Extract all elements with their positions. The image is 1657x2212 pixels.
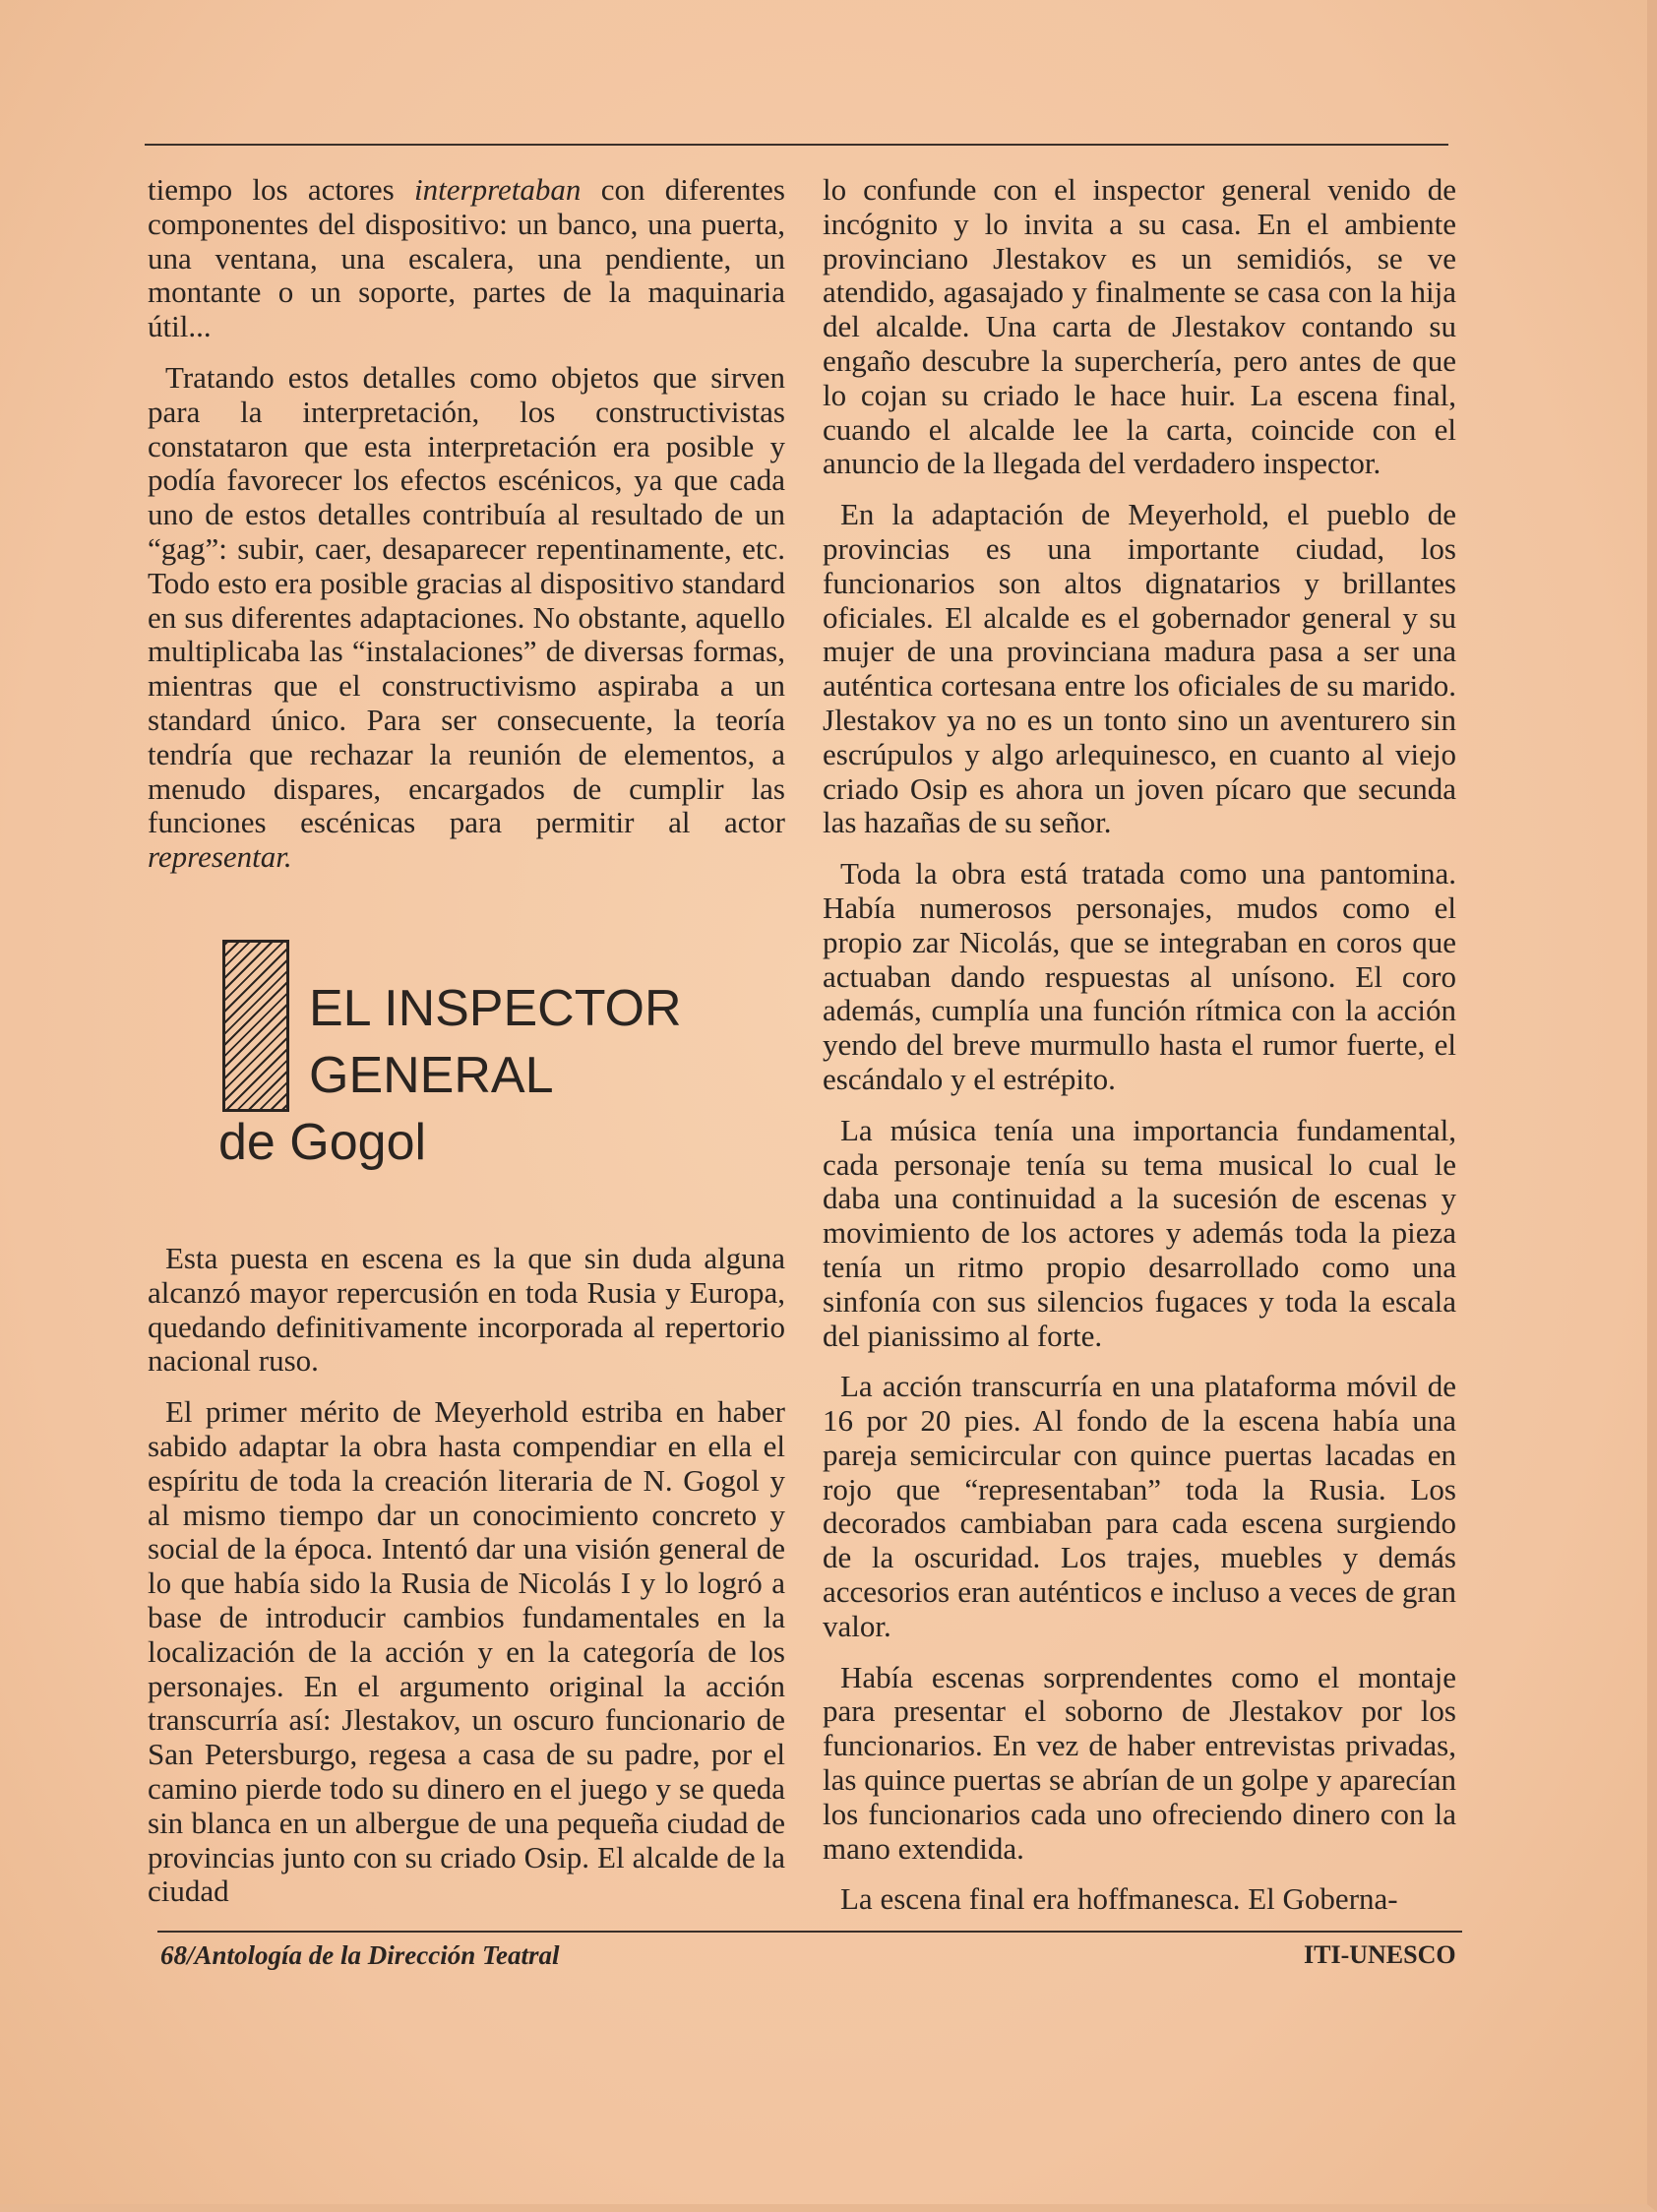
right-paragraph-2: En la adaptación de Meyerhold, el pueblo de provincias es una importante ciudad, los funcionarios son altos dignatarios y brillantes oficiales. El alcalde es el gobernador general y su mujer de una provinciana madura pasa a ser una auténtica cortesana entre los oficiales de su marido. Jlestakov ya no es un tonto sino un aventurero sin escrúpulos y algo arlequinesco, en cuanto al viejo criado Osip es ahora un joven pícaro que secunda las hazañas de su señor. <box>823 497 1456 840</box>
top-rule <box>145 144 1448 146</box>
right-paragraph-4: La música tenía una importancia fundamental, cada personaje tenía su tema musical lo cual le daba una continuidad a la sucesión de escenas y movimiento de los actores y además toda la pieza tenía un ritmo propio desarrollado como una sinfonía con sus silencios fugaces y toda la escala del pianissimo al forte. <box>823 1112 1456 1353</box>
heading-line-1: EL INSPECTOR <box>309 980 682 1037</box>
left-paragraph-4: El primer mérito de Meyerhold estriba en haber sabido adaptar la obra hasta compendiar en ella el espíritu de toda la creación literaria de N. Gogol y al mismo tiempo dar un conocimiento concreto y social de la época. Intentó dar una visión general de lo que había sido la Rusia de Nicolás I y lo logró a base de introducir cambios fundamentales en la localización de la acción y en la categoría de los personajes. En el argumento original la acción transcurría así: Jlestakov, un oscuro funcionario de San Petersburgo, regesa a casa de su padre, por el camino pierde todo su dinero en el juego y se queda sin blanca en un albergue de una pequeña ciudad de provincias junto con su criado Osip. El alcalde de la ciudad <box>148 1394 785 1909</box>
right-paragraph-1: lo confunde con el inspector general venido de incógnito y lo invita a su casa. En el ambiente provinciano Jlestakov es un semidiós, se ve atendido, agasajado y finalmente se casa con la hija del alcalde. Una carta de Jlestakov contando su engaño descubre la superchería, pero antes de que lo cojan su criado le hace huir. La escena final, cuando el alcalde lee la carta, coincide con el anuncio de la llegada del verdadero inspector. <box>823 172 1456 481</box>
bottom-rule <box>157 1931 1462 1933</box>
heading-line-3: de Gogol <box>218 1114 427 1171</box>
right-paragraph-7: La escena final era hoffmanesca. El Goberna- <box>840 1881 1398 1917</box>
footer-publisher: ITI-UNESCO <box>1304 1940 1456 1969</box>
left-column-lower <box>148 1242 785 1926</box>
heading-line-2: GENERAL <box>309 1047 554 1104</box>
left-paragraph-1: tiempo los actores interpretaban con diferentes componentes del dispositivo: un banco, una puerta, una ventana, una escalera, una pendiente, un montante o un soporte, partes de la maquinaria útil... <box>148 172 785 344</box>
left-paragraph-3: Esta puesta en escena es la que sin duda alguna alcanzó mayor repercusión en toda Rusia y Europa, quedando definitivamente incorporada al repertorio nacional ruso. <box>148 1241 785 1379</box>
left-paragraph-2: Tratando estos detalles como objetos que sirven para la interpretación, los constructivistas constataron que esta interpretación era posible y podía favorecer los efectos escénicos, ya que cada uno de estos detalles contribuía al resultado de un “gag”: subir, caer, desaparecer repentinamente, etc. Todo esto era posible gracias al dispositivo standard en sus diferentes adaptaciones. No obstante, aquello multiplicaba las “instalaciones” de diversas formas, mientras que el constructivismo aspiraba a un standard único. Para ser consecuente, la teoría tendría que rechazar la reunión de elementos, a menudo dispares, encargados de cumplir las funciones escénicas para permitir al actor representar. <box>148 359 785 875</box>
left-column <box>148 173 785 891</box>
right-column <box>823 173 1456 1934</box>
section-heading <box>218 940 730 1176</box>
right-paragraph-5: La acción transcurría en una plataforma móvil de 16 por 20 pies. Al fondo de la escena había una pareja semicircular con quince puertas lacadas en rojo que “representaban” toda la Rusia. Los decorados cambiaban para cada escena surgiendo de la oscuridad. Los trajes, muebles y demás accesorios eran auténticos e incluso a veces de gran valor. <box>823 1369 1456 1643</box>
hatched-block-icon <box>222 940 289 1112</box>
right-paragraph-3: Toda la obra está tratada como una pantomina. Había numerosos personajes, mudos como el propio zar Nicolás, que se integraban en coros que actuaban dando respuestas al unísono. El coro además, cumplía una función rítmica con la acción yendo del breve murmullo hasta el rumor fuerte, el escándalo y el estrépito. <box>823 856 1456 1096</box>
footer-page-title: 68/Antología de la Dirección Teatral <box>160 1940 560 1970</box>
right-paragraph-6: Había escenas sorprendentes como el montaje para presentar el soborno de Jlestakov por los funcionarios. En vez de haber entrevistas privadas, las quince puertas se abrían de un golpe y aparecían los funcionarios cada uno ofreciendo dinero con la mano extendida. <box>823 1659 1456 1866</box>
